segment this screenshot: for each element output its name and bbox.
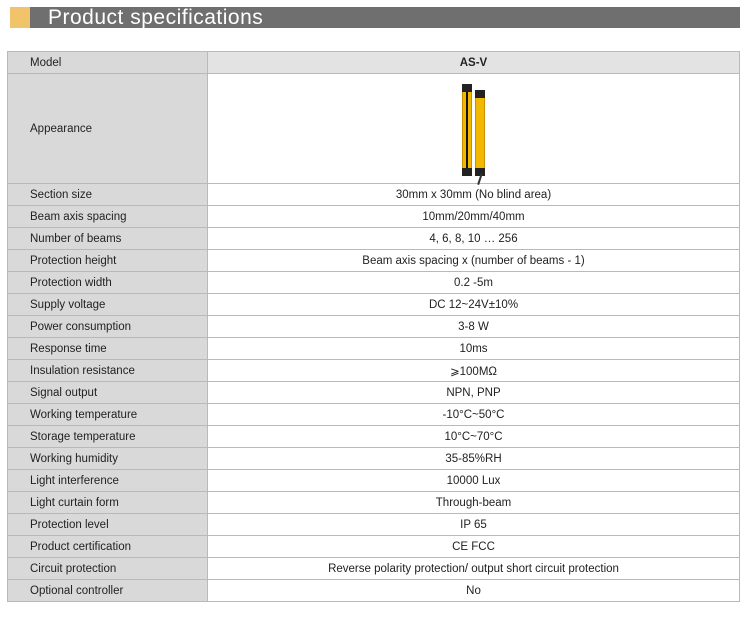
- table-row: [8, 294, 740, 316]
- table-row: [8, 338, 740, 360]
- row-label: Supply voltage: [8, 294, 208, 316]
- row-value: NPN, PNP: [208, 382, 740, 404]
- row-value: 10000 Lux: [208, 470, 740, 492]
- table-row: [8, 382, 740, 404]
- table-row: [8, 426, 740, 448]
- row-value: 30mm x 30mm (No blind area): [208, 184, 740, 206]
- specifications-table: [7, 51, 740, 602]
- row-label: Storage temperature: [8, 426, 208, 448]
- section-header: [10, 7, 740, 28]
- header-accent-block: [10, 7, 30, 28]
- row-label: Product certification: [8, 536, 208, 558]
- row-label: Response time: [8, 338, 208, 360]
- row-value: 3-8 W: [208, 316, 740, 338]
- table-row: [8, 470, 740, 492]
- row-value: CE FCC: [208, 536, 740, 558]
- table-row: [8, 184, 740, 206]
- receiver-bar: [475, 90, 485, 176]
- emitter-bar: [462, 84, 472, 176]
- row-label: Model: [8, 52, 208, 74]
- row-label: Appearance: [8, 74, 208, 184]
- row-label: Light interference: [8, 470, 208, 492]
- row-value: IP 65: [208, 514, 740, 536]
- table-row-model: [8, 52, 740, 74]
- row-value: -10°C~50°C: [208, 404, 740, 426]
- light-curtain-image: [208, 81, 739, 176]
- table-row: [8, 206, 740, 228]
- table-row: [8, 404, 740, 426]
- row-label: Power consumption: [8, 316, 208, 338]
- table-row: [8, 316, 740, 338]
- row-value: 10ms: [208, 338, 740, 360]
- table-row-appearance: [8, 74, 740, 184]
- table-row: [8, 492, 740, 514]
- row-label: Light curtain form: [8, 492, 208, 514]
- table-row: [8, 448, 740, 470]
- table-row: [8, 514, 740, 536]
- row-label: Working humidity: [8, 448, 208, 470]
- row-value: Through-beam: [208, 492, 740, 514]
- row-value: 35-85%RH: [208, 448, 740, 470]
- row-label: Circuit protection: [8, 558, 208, 580]
- model-value: AS-V: [208, 52, 740, 74]
- row-value: 10°C~70°C: [208, 426, 740, 448]
- row-label: Beam axis spacing: [8, 206, 208, 228]
- row-label: Number of beams: [8, 228, 208, 250]
- table-row: [8, 250, 740, 272]
- table-row: [8, 272, 740, 294]
- table-row: [8, 536, 740, 558]
- table-row: [8, 228, 740, 250]
- table-row: [8, 580, 740, 602]
- row-value: No: [208, 580, 740, 602]
- row-label: Protection level: [8, 514, 208, 536]
- row-value: ⩾100MΩ: [208, 360, 740, 382]
- row-label: Protection height: [8, 250, 208, 272]
- row-label: Optional controller: [8, 580, 208, 602]
- row-value: 0.2 -5m: [208, 272, 740, 294]
- row-value: Reverse polarity protection/ output short circuit protection: [208, 558, 740, 580]
- appearance-cell: [208, 74, 740, 184]
- table-row: [8, 360, 740, 382]
- table-row: [8, 558, 740, 580]
- row-label: Signal output: [8, 382, 208, 404]
- row-value: 4, 6, 8, 10 … 256: [208, 228, 740, 250]
- row-label: Insulation resistance: [8, 360, 208, 382]
- row-label: Section size: [8, 184, 208, 206]
- row-label: Protection width: [8, 272, 208, 294]
- row-label: Working temperature: [8, 404, 208, 426]
- section-title: Product specifications: [48, 6, 264, 29]
- row-value: DC 12~24V±10%: [208, 294, 740, 316]
- row-value: 10mm/20mm/40mm: [208, 206, 740, 228]
- row-value: Beam axis spacing x (number of beams - 1): [208, 250, 740, 272]
